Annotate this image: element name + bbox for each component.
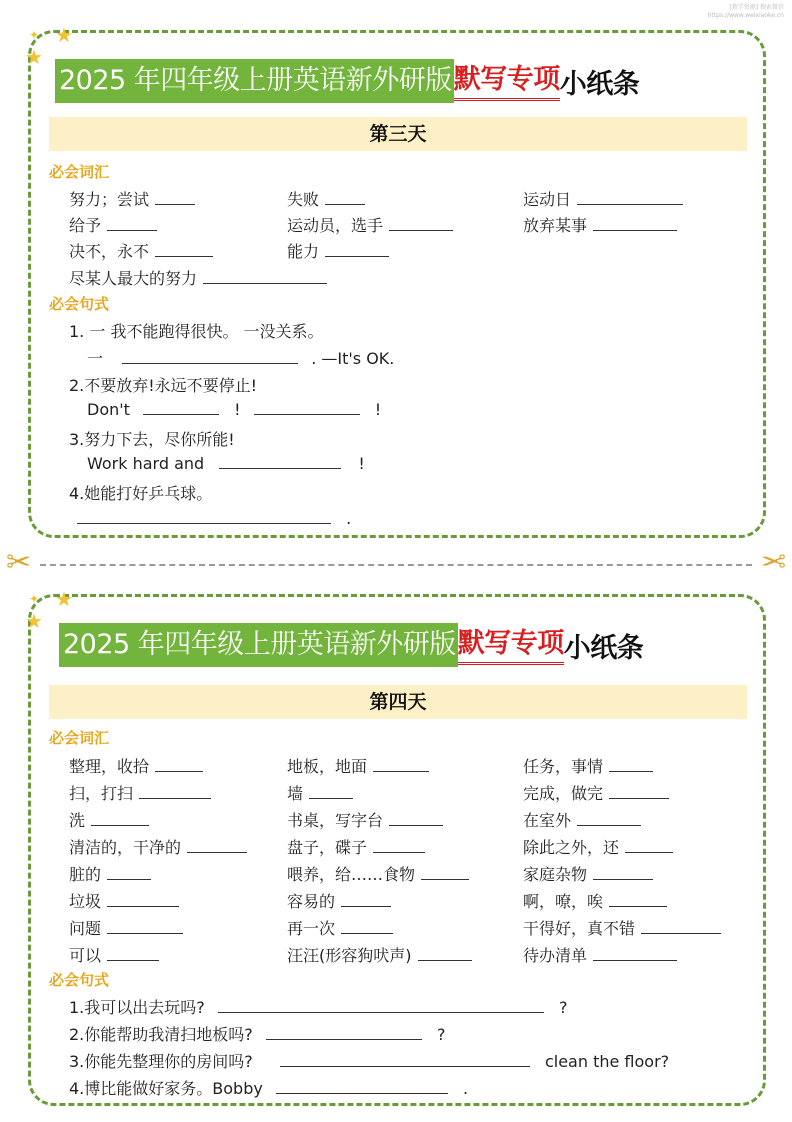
star-icon: ✦ bbox=[29, 592, 40, 606]
vocab-item: 清洁的，干净的 bbox=[69, 835, 247, 858]
vocab-item: 扫，打扫 bbox=[69, 781, 211, 804]
vocab-item: 努力；尝试 bbox=[69, 187, 195, 210]
star-icon: ★ bbox=[55, 23, 73, 47]
sentence-answer: Work hard and ! bbox=[87, 454, 365, 473]
cut-line bbox=[40, 564, 752, 566]
vocab-item: 再一次 bbox=[287, 916, 393, 939]
vocab-item: 整理，收拾 bbox=[69, 754, 203, 777]
vocab-item: 运动日 bbox=[523, 187, 683, 210]
vocab-item: 容易的 bbox=[287, 889, 391, 912]
star-icon: ★ bbox=[55, 587, 73, 611]
day-header: 第四天 bbox=[49, 685, 747, 719]
star-icon: ★ bbox=[25, 609, 43, 633]
sentence-label: 必会句式 bbox=[49, 295, 110, 313]
vocab-item: 书桌，写字台 bbox=[287, 808, 443, 831]
star-icon: ★ bbox=[25, 45, 43, 69]
sentence-question: 2.不要放弃!永远不要停止! bbox=[69, 376, 258, 395]
vocab-item: 尽某人最大的努力 bbox=[69, 266, 327, 289]
vocab-label: 必会词汇 bbox=[49, 163, 110, 181]
vocab-item: 失败 bbox=[287, 187, 365, 210]
watermark: [教学资源] 搜索微信 https://www.weixiaoke.cn bbox=[707, 4, 784, 19]
vocab-item: 放弃某事 bbox=[523, 213, 677, 236]
vocab-item: 在室外 bbox=[523, 808, 641, 831]
vocab-item: 脏的 bbox=[69, 862, 151, 885]
vocab-item: 垃圾 bbox=[69, 889, 179, 912]
vocab-item: 问题 bbox=[69, 916, 183, 939]
sentence-answer: 一 . —It's OK. bbox=[87, 349, 395, 368]
vocab-item: 啊，嘹，唉 bbox=[523, 889, 667, 912]
title-green: 2025 年四年级上册英语新外研版 bbox=[59, 623, 458, 667]
scissors-icon: ✂ bbox=[6, 545, 32, 580]
sentence-question: 1. 一 我不能跑得很快。 一没关系。 bbox=[69, 322, 324, 341]
dictation-card-day4 bbox=[25, 587, 766, 1106]
star-icon: ✦ bbox=[29, 28, 40, 42]
vocab-item: 地板，地面 bbox=[287, 754, 429, 777]
vocab-item: 盘子，碟子 bbox=[287, 835, 425, 858]
title-black: 小纸条 bbox=[559, 68, 640, 100]
sentence-answer: . bbox=[77, 509, 351, 528]
vocab-item: 汪汪(形容狗吠声) bbox=[287, 943, 472, 966]
sentence-question: 4.她能打好乒乓球。 bbox=[69, 484, 213, 503]
sentence-label: 必会句式 bbox=[49, 971, 110, 989]
dictation-card-day3 bbox=[25, 23, 766, 538]
vocab-item: 洗 bbox=[69, 808, 149, 831]
vocab-item: 墙 bbox=[287, 781, 353, 804]
vocab-item: 运动员，选手 bbox=[287, 213, 453, 236]
title-black: 小纸条 bbox=[563, 632, 644, 664]
card-title bbox=[59, 623, 759, 667]
card-title bbox=[55, 59, 755, 103]
title-green: 2025 年四年级上册英语新外研版 bbox=[55, 59, 454, 103]
title-red: 默写专项 bbox=[454, 62, 560, 101]
vocab-item: 给予 bbox=[69, 213, 157, 236]
sentence-answer: Don't ! ! bbox=[87, 400, 382, 419]
vocab-item: 任务，事情 bbox=[523, 754, 653, 777]
vocab-item: 干得好，真不错 bbox=[523, 916, 721, 939]
scissors-icon: ✂ bbox=[760, 545, 786, 580]
vocab-item: 决不，永不 bbox=[69, 239, 213, 262]
sentence-row: 3.你能先整理你的房间吗? clean the floor? bbox=[69, 1052, 670, 1071]
vocab-item: 家庭杂物 bbox=[523, 862, 653, 885]
vocab-item: 完成，做完 bbox=[523, 781, 669, 804]
day-header: 第三天 bbox=[49, 117, 747, 151]
vocab-item: 待办清单 bbox=[523, 943, 677, 966]
sentence-row: 4.博比能做好家务。Bobby . bbox=[69, 1079, 469, 1098]
title-red: 默写专项 bbox=[458, 626, 564, 665]
vocab-label: 必会词汇 bbox=[49, 729, 110, 747]
vocab-item: 可以 bbox=[69, 943, 159, 966]
sentence-row: 1.我可以出去玩吗? ? bbox=[69, 998, 568, 1017]
vocab-item: 喂养，给……食物 bbox=[287, 862, 469, 885]
vocab-item: 除此之外，还 bbox=[523, 835, 673, 858]
sentence-row: 2.你能帮助我清扫地板吗? ? bbox=[69, 1025, 446, 1044]
vocab-item: 能力 bbox=[287, 239, 389, 262]
sentence-question: 3.努力下去，尽你所能! bbox=[69, 430, 235, 449]
